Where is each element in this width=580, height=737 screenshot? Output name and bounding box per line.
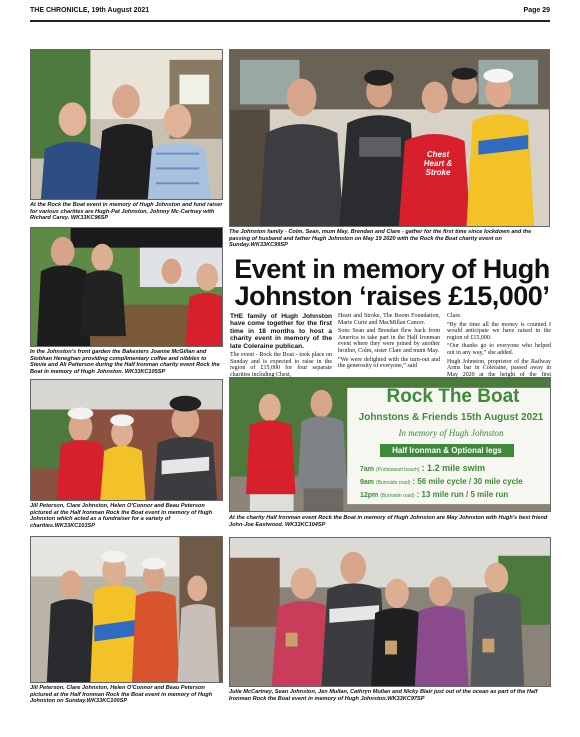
schedule-note: (Portstewart beach): [375, 467, 420, 473]
article-column-2: [338, 313, 440, 372]
shirt-slogan-line1: Chest: [426, 150, 450, 159]
photo-four-women: [30, 536, 223, 683]
schedule-note: (Burnside road): [375, 480, 411, 486]
shirt-slogan-line2: Heart &: [423, 159, 453, 168]
article-paragraph: Clare.: [447, 313, 462, 319]
photo-three-men: [30, 49, 223, 200]
caption-cyclists-group: Jill Peterson, Clare Johnston, Helen O'Connor and Beau Peterson pictured at the Half Ironman Rock the Boat event in memory of Hugh Johnston which acted as a fundraiser for a variety of charities.WK33KC103SP: [30, 503, 213, 529]
photo-rock-the-boat-banner: [229, 377, 551, 512]
article-lead: THE family of Hugh Johnston have come together for the first time in 18 months to host a charity event in memory of the late Coleraine publican.: [230, 313, 332, 350]
headline: Event in memory of Hugh Johnston ‘raises £15,000’: [234, 254, 550, 311]
schedule-event: : 56 mile cycle / 30 mile cycle: [412, 477, 523, 486]
caption-rock-the-boat-banner: At the charity Half Ironman event Rock the Boat in memory of Hugh Johnston are May Johnston with Hugh's best friend John-Joe Eastwood. WK33KC104SP: [229, 515, 548, 528]
photo-johnston-family: [229, 49, 550, 227]
header-rule: [30, 20, 550, 22]
article-column-3: [447, 313, 551, 387]
banner-schedule: [360, 462, 550, 502]
banner-title: Rock The Boat: [386, 386, 520, 407]
banner-memory: In memory of Hugh Johnston: [398, 428, 504, 438]
caption-swim-group: Julie McCartney, Sean Johnston, Jen Mullan, Cathryn Mullan and Nicky Blair just out of the ocean as part of the Half Ironman Rock the Boat event in memory of Hugh Johnston.WK33KC97SP: [229, 689, 538, 702]
schedule-row: [360, 489, 550, 502]
schedule-time: 9am: [360, 479, 375, 486]
article-paragraph: Sons Sean and Brendan flew back from America to take part in the Half Ironman event where they were joined by another brother, Colm, sister Clare and mum May.: [338, 328, 440, 354]
caption-johnston-family: The Johnston family - Colm, Sean, mum May, Brendan and Clare - gather for the first time since lockdown and the passing of husband and father Hugh Johnston on May 19 2020 with the Rock the Boat charity event on Sunday.WK33KC99SP: [229, 229, 532, 249]
article-paragraph: Heart and Stroke, The Boom Foundation, Marie Curie and MacMillan Cancer.: [338, 313, 440, 326]
publication-date: THE CHRONICLE, 19th August 2021: [30, 7, 150, 14]
article-paragraph: “By the time all the money is counted I would anticipate we have raised in the region of £15,000.: [447, 321, 551, 341]
photo-swim-group: [229, 537, 551, 687]
article-paragraph: “We were delighted with the turn-out and the generosity of everyone,” said: [338, 356, 440, 370]
article-paragraph: Hugh Johnston, proprietor of the Railway Arms bar in Coleraine, passed away in May 2020 at the height of the first: [447, 358, 551, 378]
caption-front-garden: In the Johnston's front garden the Bakesters Joanne McGillan and Siobhan Heneghan providing complimentary coffee and nibbles to Stevie and Ali Patterson during the Half Ironman charity event Rock the Boat in memory of Hugh Johnston. WK33KC105SP: [30, 349, 220, 375]
schedule-time: 7am: [360, 466, 375, 473]
caption-four-women: Jill Peterson, Clare Johnston, Helen O'Connor and Beau Peterson pictured at the Half Ironman Rock the Boat event in memory of Hugh Johnston on Sunday.WK33KC100SP: [30, 685, 213, 705]
caption-photo-three-men: At the Rock the Boat event in memory of Hugh Johnston and fund raiser for various charities are Hugh-Pat Johnston, Johnny Mc-Cartney with Richard Carey. WK33KC96SP: [30, 202, 223, 222]
page-number: Page 29: [523, 7, 550, 14]
schedule-note: (Burnside road): [380, 493, 415, 499]
article-paragraph: “Our thanks go to everyone who helped out in any way,” she added.: [447, 343, 551, 356]
schedule-row: [360, 462, 550, 476]
photo-cyclists-group: [30, 379, 223, 501]
page-header: [30, 4, 550, 18]
banner-tag: Half Ironman & Optional legs: [380, 444, 514, 457]
article-column-1: [230, 313, 332, 380]
schedule-event: : 1.2 mile swim: [421, 463, 486, 473]
banner-subtitle: Johnstons & Friends 15th August 2021: [358, 412, 544, 423]
article-paragraph: The event - Rock the Boat - took place on Sunday and is expected to raise in the region of £15,000 for four separate charities including Chest,: [230, 352, 332, 378]
shirt-slogan-line3: Stroke: [425, 168, 451, 177]
shirt-slogan: [408, 150, 468, 177]
schedule-event: : 13 mile run / 5 mile run: [416, 490, 509, 499]
schedule-row: [360, 476, 550, 489]
photo-front-garden: [30, 227, 223, 347]
schedule-time: 12pm: [360, 492, 379, 499]
